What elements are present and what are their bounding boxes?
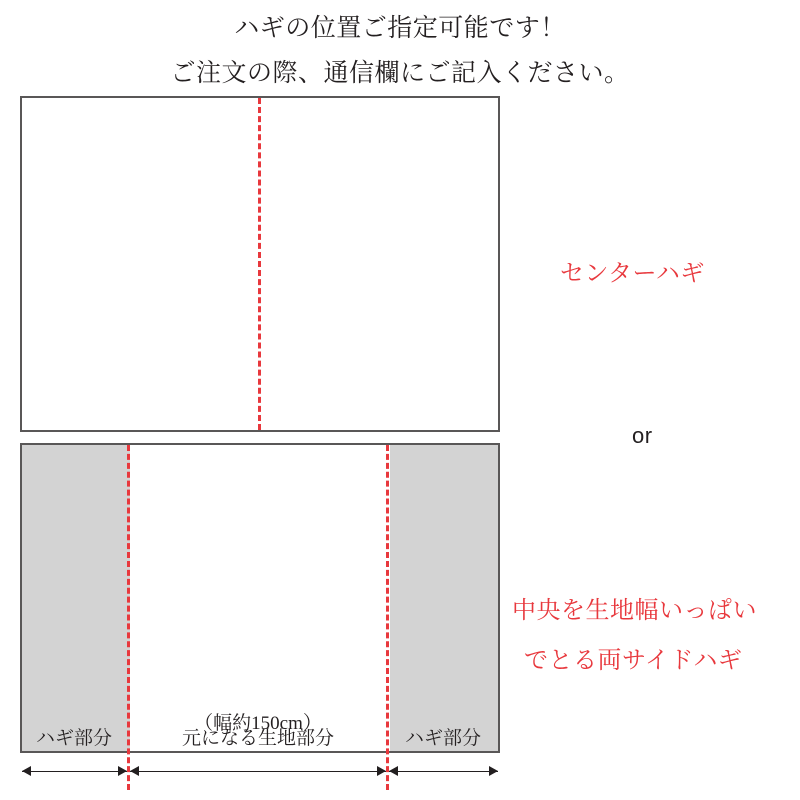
origin-fabric-label: 元になる生地部分 (181, 728, 334, 749)
arrow-head-left-icon (22, 766, 31, 776)
caption-both-sides-line-2: でとる両サイドハギ (524, 648, 743, 674)
arrow-head-right-icon (489, 766, 498, 776)
both-sides-seam-panel (20, 443, 500, 753)
arrow-head-left-icon (389, 766, 398, 776)
arrow-head-right-icon (377, 766, 386, 776)
right-seam-part-label: ハギ部分 (404, 728, 481, 749)
right-seam-strip (390, 445, 498, 751)
caption-center-seam: センターハギ (560, 261, 705, 287)
heading-line-2: ご注文の際、通信欄にご記入ください。 (170, 60, 630, 87)
arrow-bar (389, 771, 498, 772)
left-seam-measure-arrow (22, 766, 127, 778)
arrow-bar (130, 771, 386, 772)
arrow-bar (22, 771, 127, 772)
left-seam-part-label: ハギ部分 (35, 728, 112, 749)
left-seam-strip (22, 445, 130, 751)
center-fabric-measure-arrow (130, 766, 386, 778)
center-seam-line (258, 98, 261, 430)
caption-both-sides-line-1: 中央を生地幅いっぱい (512, 598, 757, 624)
arrow-head-right-icon (118, 766, 127, 776)
heading-line-1: ハギの位置ご指定可能です！ (234, 15, 566, 42)
caption-or: or (632, 423, 653, 448)
width-note-label: （幅約150cm） (194, 713, 322, 734)
right-seam-measure-arrow (389, 766, 498, 778)
arrow-head-left-icon (130, 766, 139, 776)
